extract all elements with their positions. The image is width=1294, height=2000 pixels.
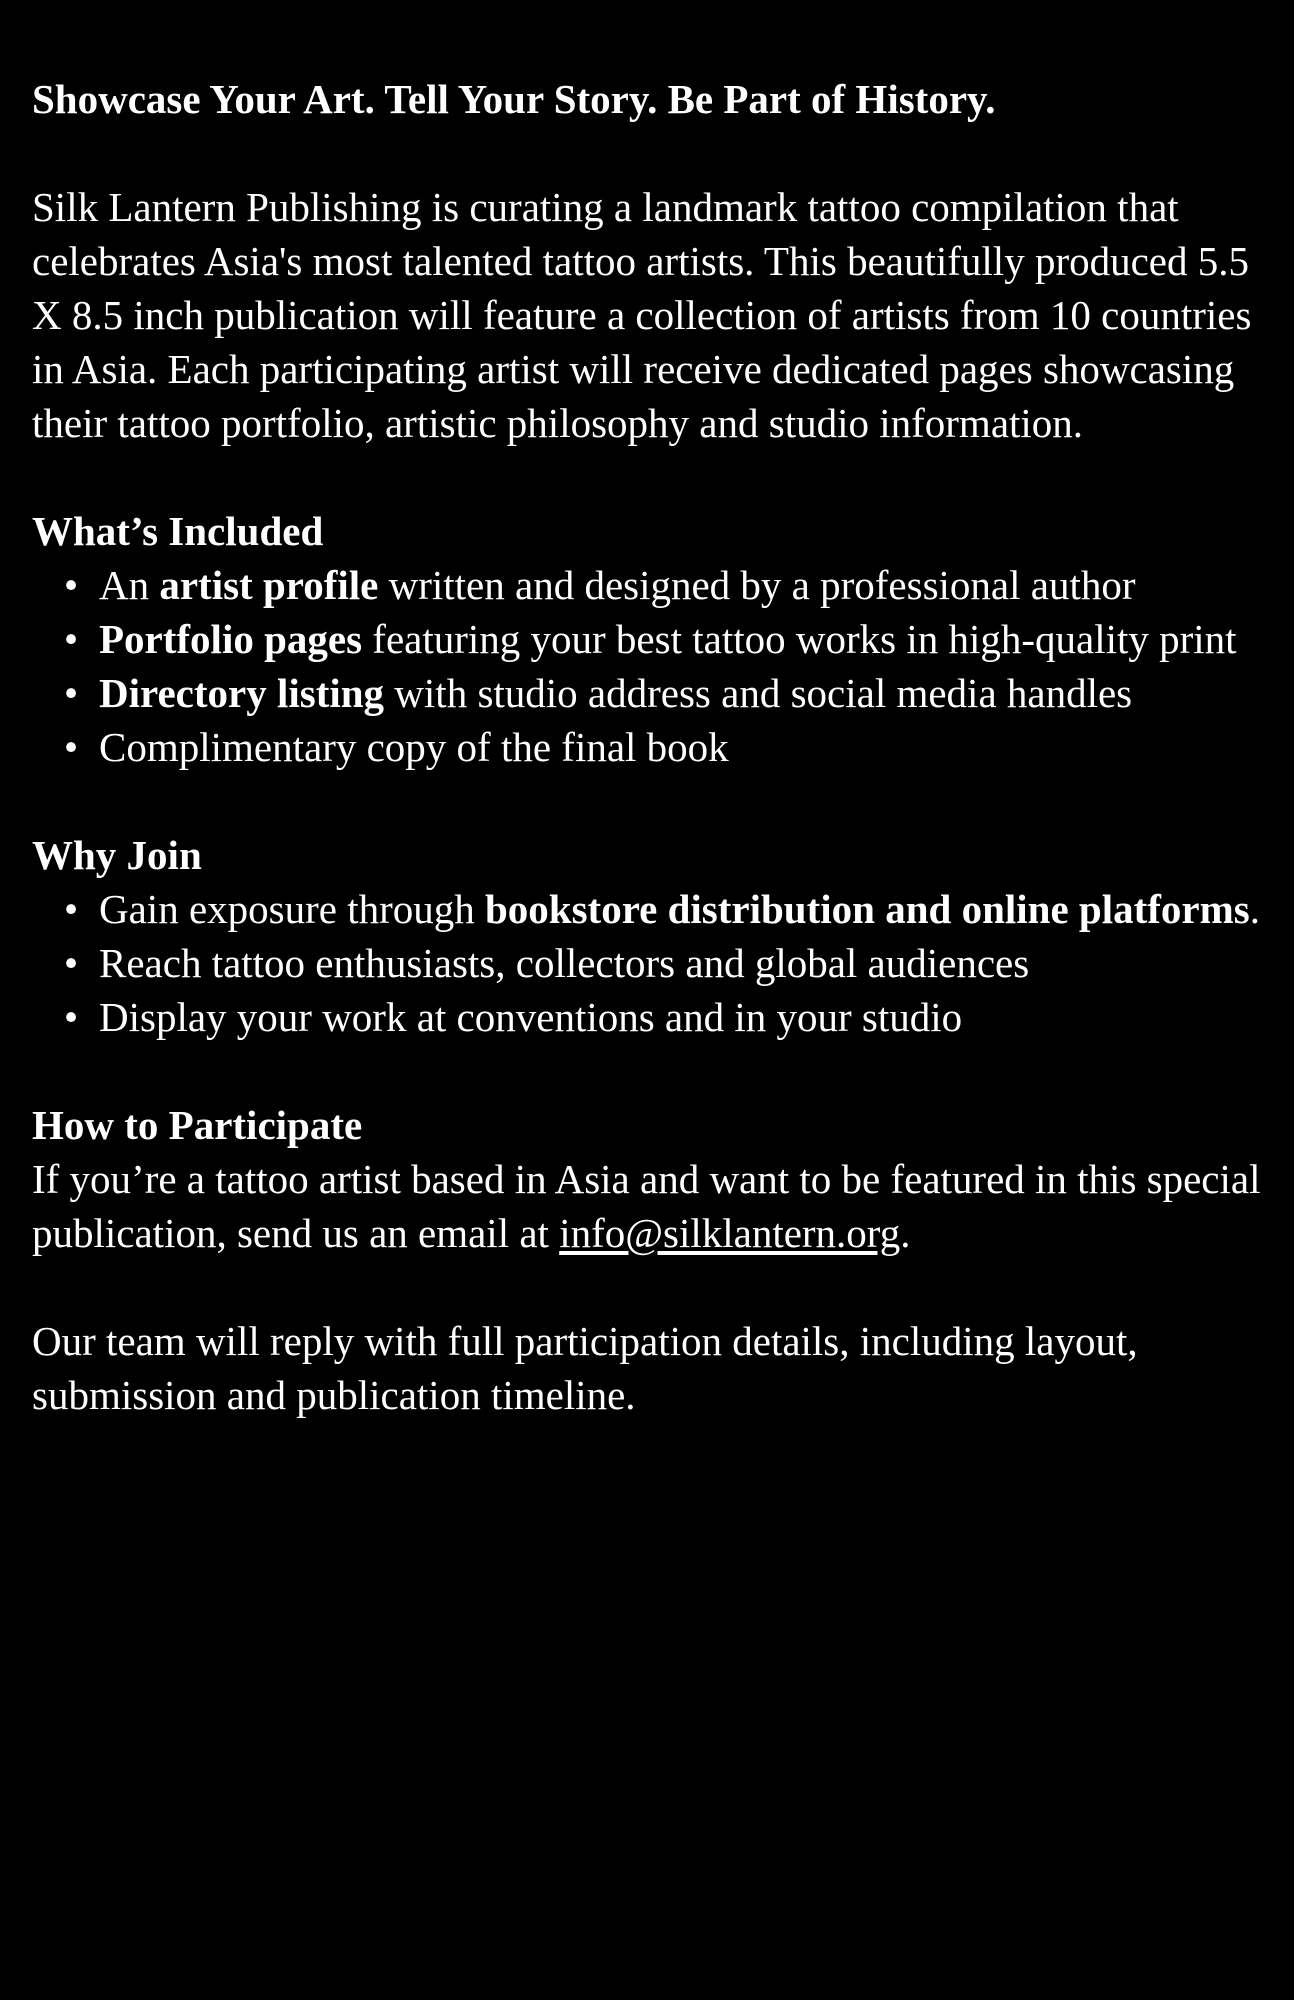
item-text: with studio address and social media handles (384, 670, 1133, 716)
bullet-icon: • (63, 562, 79, 608)
participate-paragraph (32, 1152, 1266, 1260)
list-item (32, 558, 1266, 612)
bullet-icon: • (63, 724, 79, 770)
item-text: An (99, 562, 160, 608)
intro-paragraph: Silk Lantern Publishing is curating a landmark tattoo compilation that celebrates Asia's most talented tattoo artists. This beautifully produced 5.5 X 8.5 inch publication will feature a collection of artists from 10 countries in Asia. Each participating artist will receive dedicated pages showcasing their tattoo portfolio, artistic philosophy and studio information. (32, 184, 1252, 446)
bullet-icon: • (63, 940, 79, 986)
item-bold-text: bookstore distribution and online platforms (485, 886, 1250, 932)
headline: Showcase Your Art. Tell Your Story. Be Part of History. (32, 76, 996, 122)
closing-paragraph: Our team will reply with full participation details, including layout, submission and publication timeline. (32, 1318, 1138, 1418)
item-bold-text: Directory listing (99, 670, 385, 716)
list-item (32, 936, 1266, 990)
email-link[interactable]: info@silklantern.org (559, 1210, 901, 1256)
item-bold-text: Portfolio pages (99, 616, 363, 662)
list-item (32, 990, 1266, 1044)
why-join-heading: Why Join (32, 832, 202, 878)
item-text: Display your work at conventions and in your studio (99, 994, 963, 1040)
bullet-icon: • (63, 616, 79, 662)
bullet-icon: • (63, 670, 79, 716)
item-text: Reach tattoo enthusiasts, collectors and global audiences (99, 940, 1030, 986)
participate-text: If you’re a tattoo artist based in Asia and want to be featured in this special publication, send us an email at (32, 1156, 1261, 1256)
participate-text-end: . (900, 1210, 911, 1256)
item-text: Complimentary copy of the final book (99, 724, 729, 770)
whats-included-heading: What’s Included (32, 508, 324, 554)
item-text: featuring your best tattoo works in high-quality print (362, 616, 1237, 662)
whats-included-list (32, 558, 1266, 774)
list-item (32, 666, 1266, 720)
why-join-list (32, 882, 1266, 1044)
list-item (32, 720, 1266, 774)
how-to-participate-heading: How to Participate (32, 1102, 363, 1148)
item-text: Gain exposure through (99, 886, 485, 932)
item-text: written and designed by a professional author (378, 562, 1136, 608)
list-item (32, 882, 1266, 936)
bullet-icon: • (63, 886, 79, 932)
bullet-icon: • (63, 994, 79, 1040)
item-text: . (1249, 886, 1260, 932)
item-bold-text: artist profile (159, 562, 379, 608)
list-item (32, 612, 1266, 666)
